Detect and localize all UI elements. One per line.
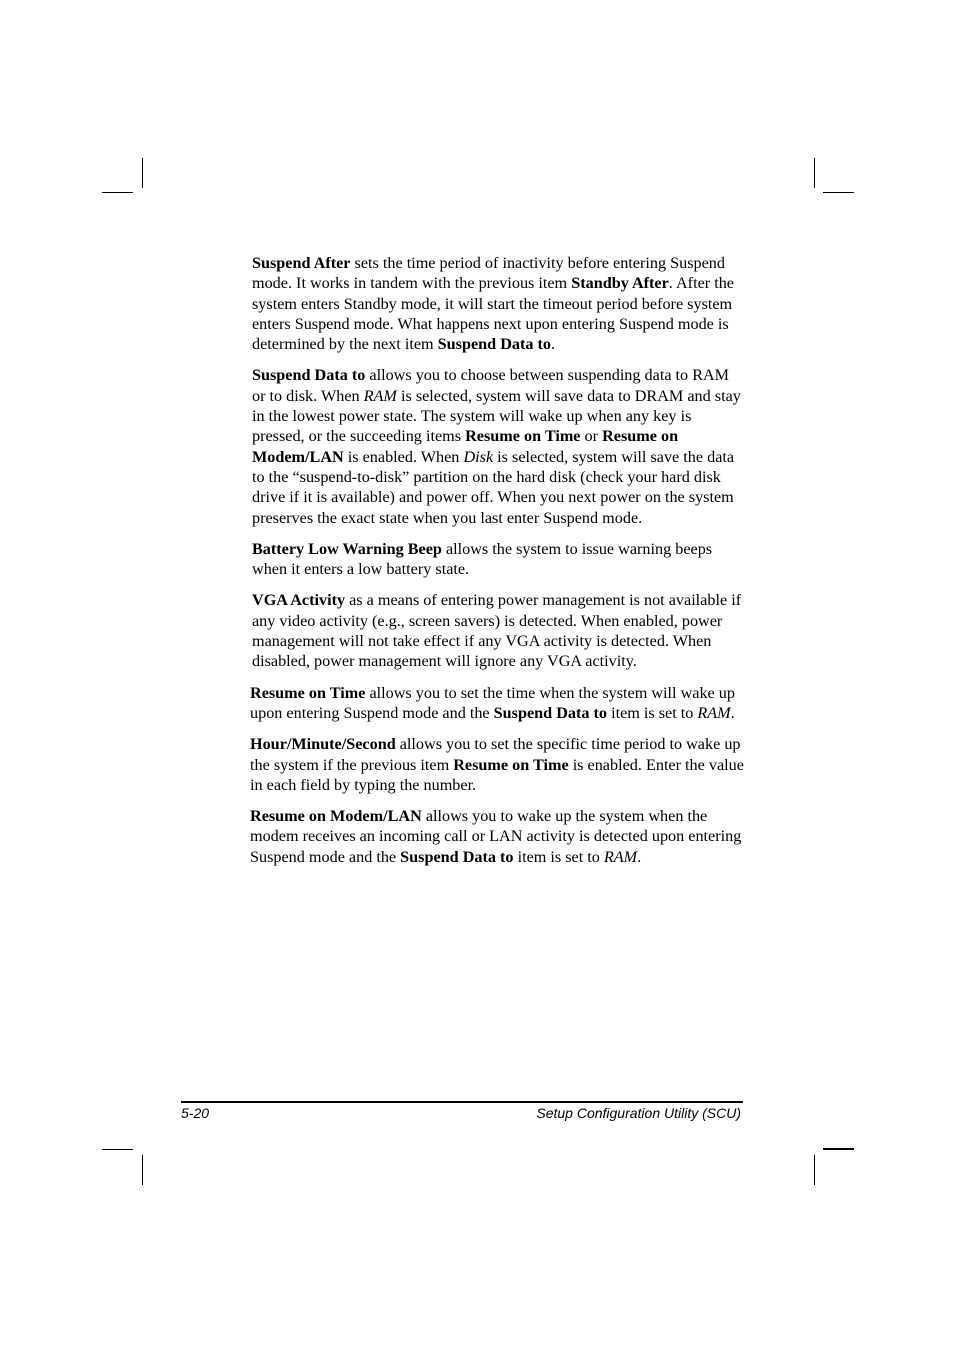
term-bold: Suspend Data to xyxy=(437,335,552,354)
crop-mark-top-left-vertical xyxy=(142,158,143,188)
term-italic: Disk xyxy=(463,447,494,466)
term-bold: Resume on Time xyxy=(465,427,581,446)
paragraph-text: as a means of entering power management is not available if any video activity (e.g., screen savers) is detected. When enabled, power management will not take effect if any VGA activity is detected. When disabled, power management will ignore any VGA activity. xyxy=(252,591,742,671)
paragraph-text: item is set to xyxy=(513,847,604,866)
paragraph-text: allows you to set the specific time period to wake up the system if the previous item xyxy=(250,735,741,774)
paragraph-resume-on-modem-lan xyxy=(250,806,744,867)
page-number: 5-20 xyxy=(181,1105,210,1121)
crop-mark-top-left-horizontal xyxy=(102,192,133,193)
paragraph-suspend-after xyxy=(252,253,744,354)
paragraph-text: item is set to xyxy=(607,703,698,722)
term-bold: Resume on Time xyxy=(250,683,366,702)
term-bold: Battery Low Warning Beep xyxy=(252,539,442,558)
crop-mark-bottom-left-horizontal xyxy=(102,1149,133,1150)
crop-mark-bottom-left-vertical xyxy=(142,1155,143,1185)
paragraph-text: is selected, system will save the data to the “suspend-to-disk” partition on the hard disk (check your hard disk drive if it is available) and power off. When you next power on the system preserves the exact state when you last enter Suspend mode. xyxy=(252,447,735,527)
term-bold: Resume on Modem/LAN xyxy=(250,807,422,826)
crop-mark-bottom-right-horizontal xyxy=(823,1148,854,1150)
crop-mark-top-right-vertical xyxy=(814,158,815,188)
term-italic: RAM xyxy=(697,703,731,722)
paragraph-battery-low-warning-beep xyxy=(252,539,744,580)
paragraph-text: . After the system enters Standby mode, it will start the timeout period before system enters Suspend mode. What happens next upon entering Suspend mode is determined by the next item xyxy=(252,274,734,354)
paragraph-text: is selected, system will save data to DRAM and stay in the lowest power state. The system will wake up when any key is pressed, or the succeeding items xyxy=(252,386,741,446)
paragraph-hour-minute-second xyxy=(250,734,744,795)
paragraph-text: allows you to wake up the system when the modem receives an incoming call or LAN activity is detected upon entering Suspend mode and the xyxy=(250,807,742,866)
page-body xyxy=(252,253,744,878)
paragraph-resume-on-time xyxy=(250,683,744,724)
paragraph-suspend-data-to xyxy=(252,365,744,527)
crop-mark-bottom-right-vertical xyxy=(814,1155,815,1185)
term-bold: Suspend Data to xyxy=(493,703,608,722)
term-italic: RAM xyxy=(363,386,397,405)
paragraph-text: . xyxy=(551,335,556,354)
paragraph-text: is enabled. Enter the value in each field by typing the number. xyxy=(250,755,744,794)
paragraph-text: . xyxy=(637,847,642,866)
term-italic: RAM xyxy=(603,847,638,866)
term-bold: Standby After xyxy=(571,274,669,293)
footer-rule xyxy=(181,1101,743,1103)
paragraph-text: allows the system to issue warning beeps when it enters a low battery state. xyxy=(252,539,713,579)
term-bold: Suspend Data to xyxy=(400,847,514,866)
section-title: Setup Configuration Utility (SCU) xyxy=(536,1105,741,1121)
term-bold: Resume on Modem/LAN xyxy=(252,427,679,466)
term-bold: Resume on Time xyxy=(453,755,569,774)
paragraph-text: allows you to set the time when the system will wake up upon entering Suspend mode and the xyxy=(250,683,735,722)
paragraph-vga-activity xyxy=(252,590,744,671)
term-bold: Suspend Data to xyxy=(252,366,366,385)
paragraph-text: sets the time period of inactivity before entering Suspend mode. It works in tandem with the previous item xyxy=(252,254,725,293)
crop-mark-top-right-horizontal xyxy=(823,192,854,193)
paragraph-text: allows you to choose between suspending data to RAM or to disk. When xyxy=(252,366,730,405)
term-bold: Hour/Minute/Second xyxy=(250,735,396,754)
term-bold: VGA Activity xyxy=(252,591,346,610)
paragraph-text: or xyxy=(580,427,603,446)
term-bold: Suspend After xyxy=(252,254,351,272)
paragraph-text: . xyxy=(730,703,735,722)
paragraph-text: is enabled. When xyxy=(343,447,464,466)
